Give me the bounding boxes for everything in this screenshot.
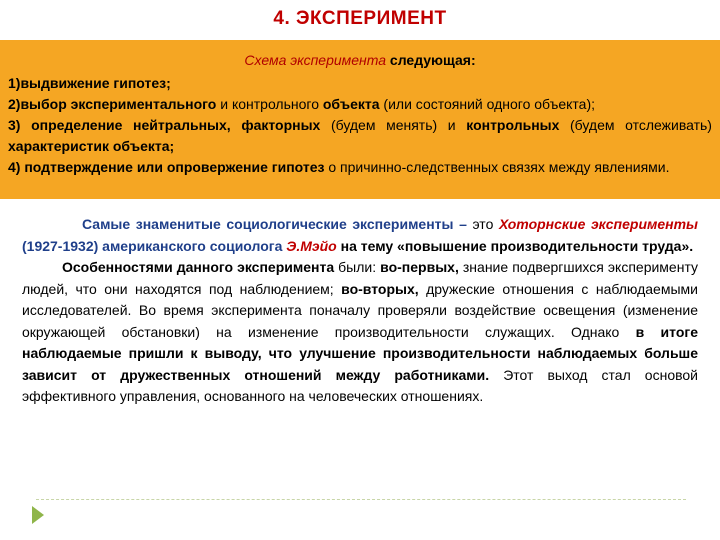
p1-bold-1: на тему «повышение производительности труда». [336,237,694,254]
page-title: 4. ЭКСПЕРИМЕНТ [273,8,447,29]
p1-red-2: Э.Мэйо [286,237,337,254]
scheme-heading-italic: Схема эксперимента [244,52,387,68]
scheme-item-2-bold2: объекта [322,96,380,112]
p1-plain-1: это [466,216,499,232]
p1-blue-2: (1927-1932) американского социолога [22,237,287,254]
scheme-item-3-plain2: (будем отслеживать) [559,117,712,133]
p2-plain-4: Этот выход стал основой эффективного управления, основанного на человеческих отношениях. [22,366,698,404]
p2-bold-4: в итоге наблюдаемые пришли к выводу, что улучшение производительности наблюдаемых больше зависит от дружественных отношений между работниками. [22,323,698,383]
paragraph-2 [22,257,698,408]
main-text [22,214,698,408]
scheme-item-1-bold: 1)выдвижение гипотез; [8,75,171,91]
scheme-item-4 [8,157,712,178]
scheme-heading [8,50,712,71]
scheme-item-3-bold1: 3) определение нейтральных, факторных [8,117,321,133]
p2-bold-1: Особенностями данного эксперимента [62,259,335,275]
scheme-item-1 [8,73,712,94]
scheme-item-3 [8,115,712,157]
scheme-item-3-bold2: контрольных [466,117,560,133]
scheme-item-2-plain2: (или состояний одного объекта); [379,96,595,112]
scheme-item-4-plain1: о причинно-следственных связях между явлениями. [324,159,670,175]
scheme-heading-bold: следующая: [389,52,476,68]
scheme-item-2-plain1: и контрольного [216,96,323,112]
p1-red-1: Хоторнские эксперименты [498,216,699,232]
scheme-item-3-bold3: характеристик объекта; [8,138,175,154]
p1-blue-1: Самые знаменитые социологические эксперименты – [82,216,467,232]
scheme-item-4-bold1: 4) подтверждение или опровержение гипотез [8,159,325,175]
footer-divider [36,499,686,500]
paragraph-1 [22,214,698,257]
scheme-item-2-bold1: 2)выбор экспериментального [8,96,217,112]
triangle-right-icon[interactable] [32,506,44,524]
p2-bold-2: во-первых, [380,259,459,275]
scheme-item-3-plain1: (будем менять) и [320,117,467,133]
p2-plain-3: дружеские отношения с наблюдаемыми исследователей. Во время эксперимента поначалу проверяли воздействие освещения (изменение окружающей обстановки) на изменение производительности служащих. Однако [22,280,698,340]
scheme-box [0,40,720,199]
p2-plain-2: знание подвергшихся эксперименту людей, что они находятся под наблюдением; [22,259,699,297]
p2-bold-3: во-вторых, [341,280,419,297]
scheme-item-2 [8,94,712,115]
p2-plain-1: были: [334,259,381,275]
